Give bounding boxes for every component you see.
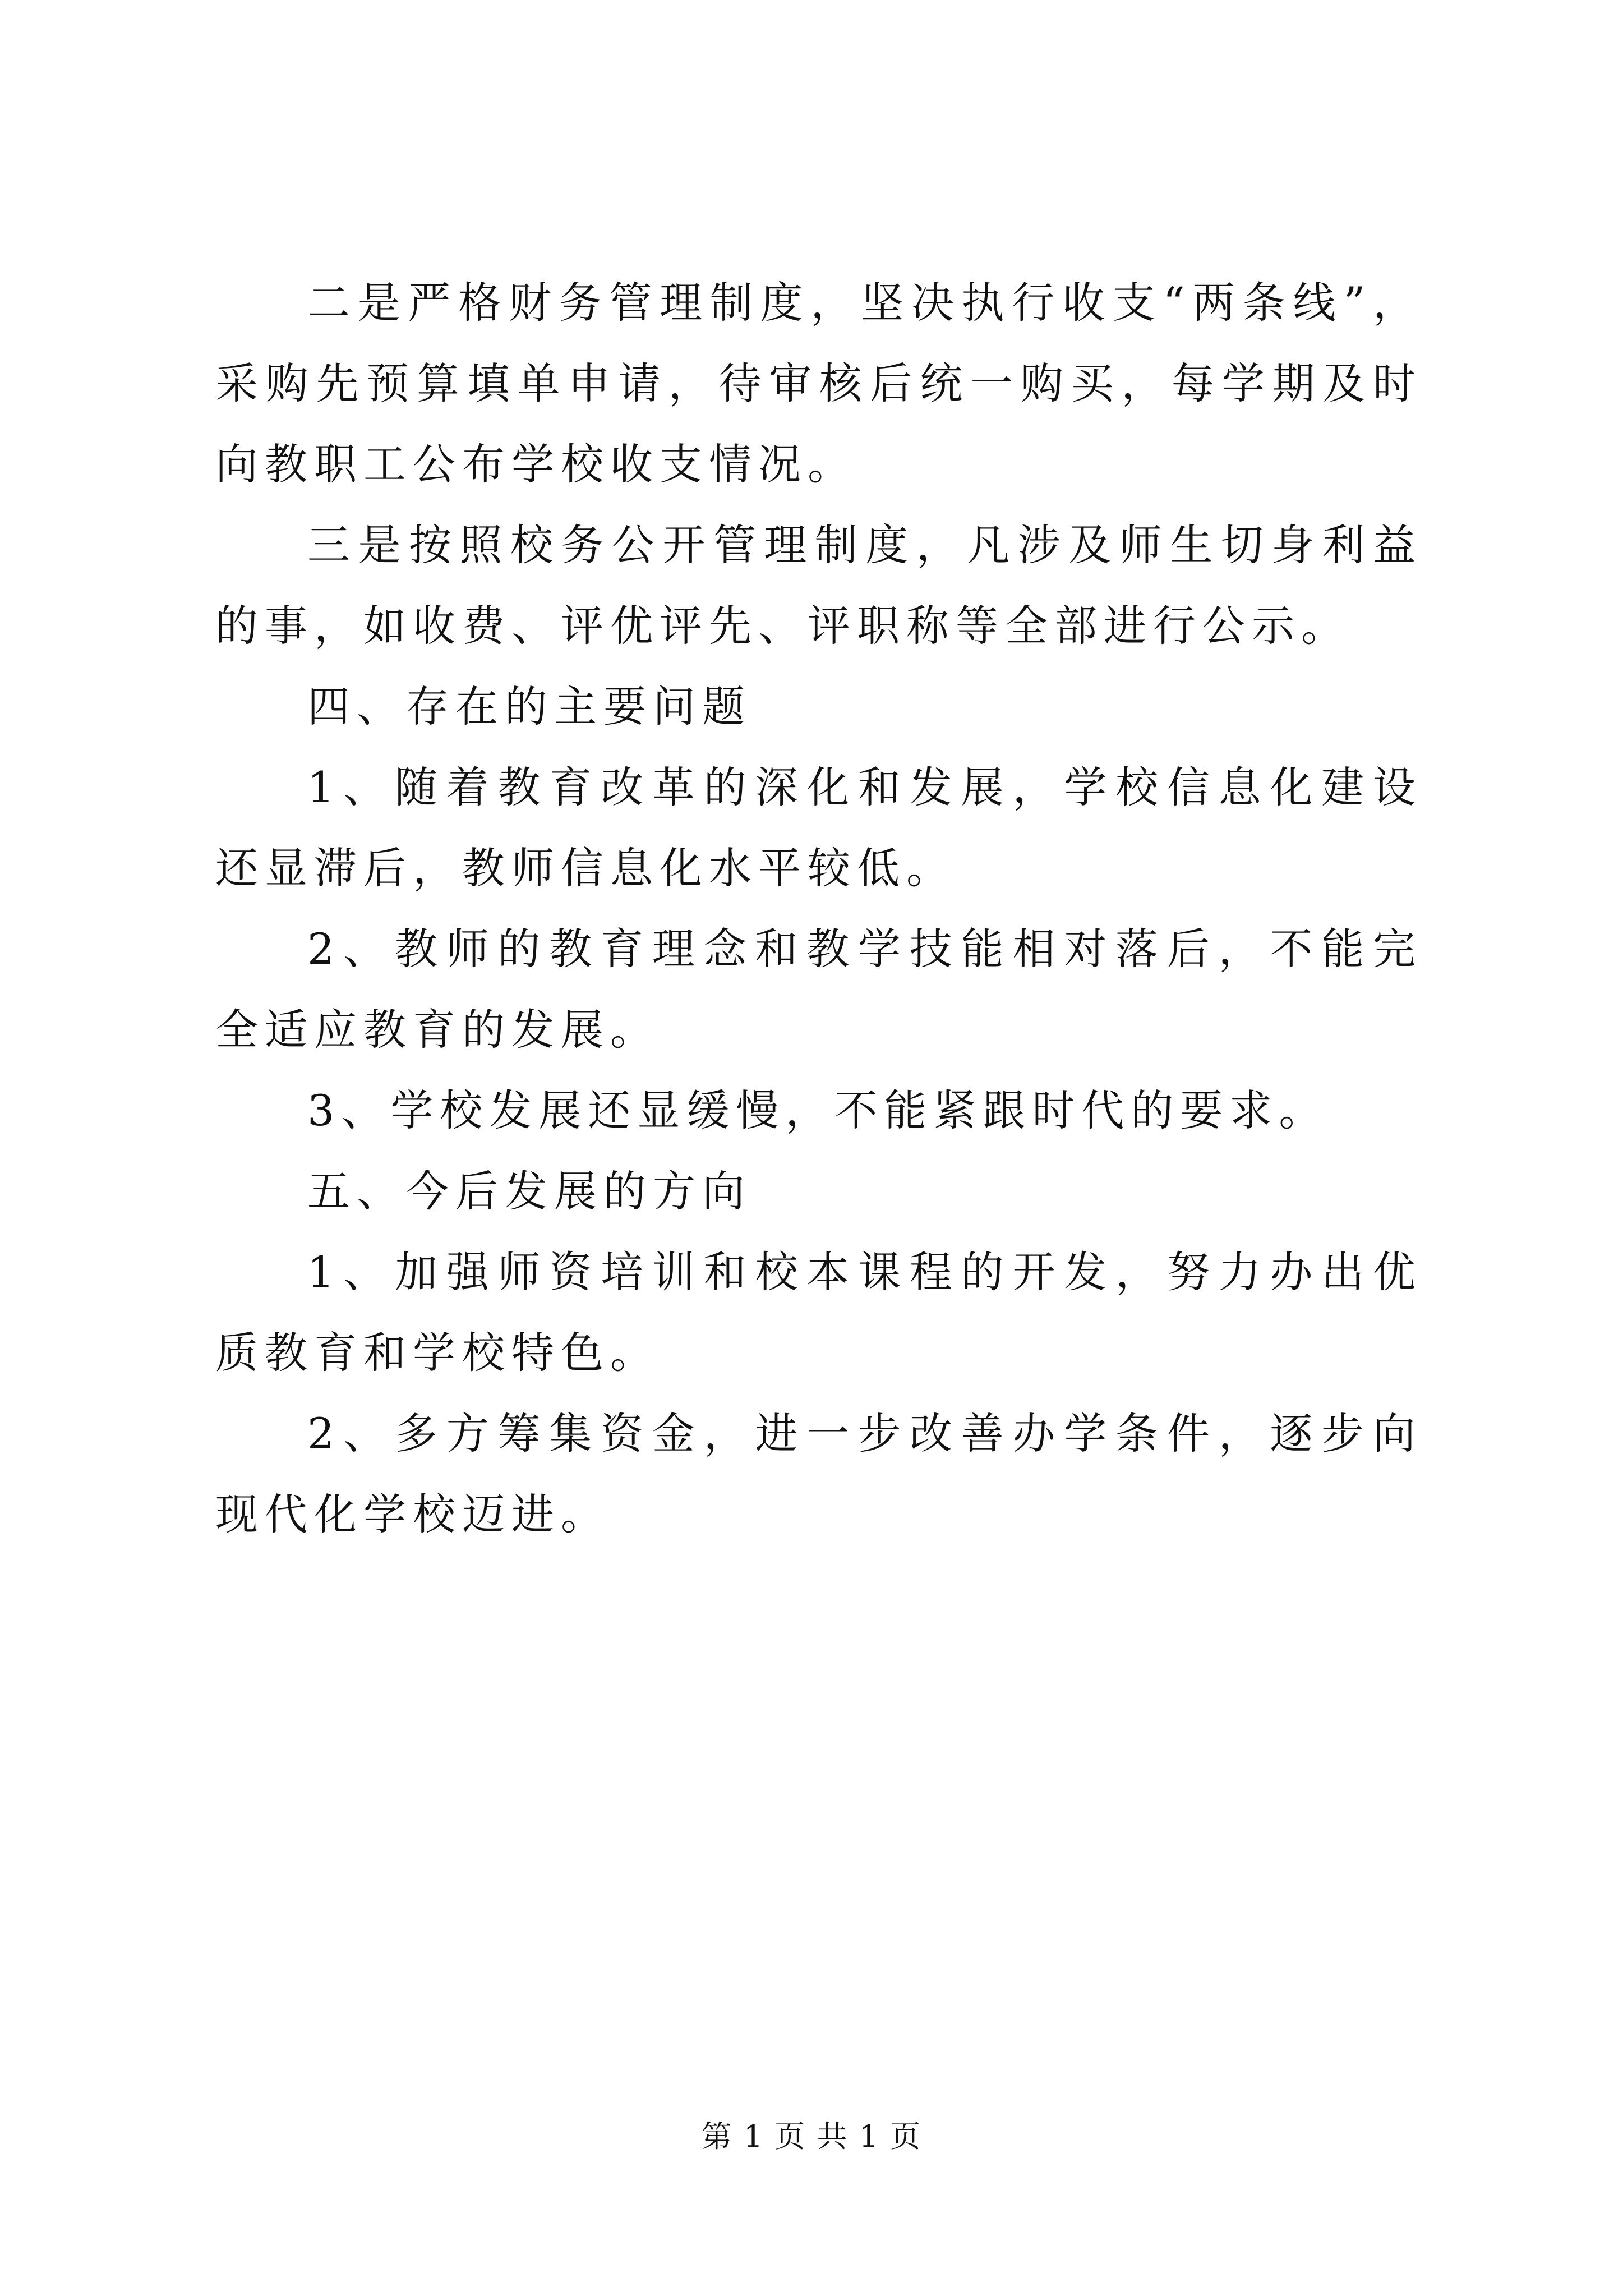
page-number-label: 第 1 页 共 1 页 [701,2119,922,2154]
page-footer [0,2117,1623,2156]
document-body [215,263,1422,1555]
paragraph-problem-1: 1、随着教育改革的深化和发展，学校信息化建设还显滞后，教师信息化水平较低。 [215,762,1422,893]
paragraph-direction-1: 1、加强师资培训和校本课程的开发，努力办出优质教育和学校特色。 [215,1247,1422,1378]
paragraph-problem-2: 2、教师的教育理念和教学技能相对落后，不能完全适应教育的发展。 [215,924,1422,1055]
paragraph-finance-management: 二是严格财务管理制度，坚决执行收支“两条线”，采购先预算填单申请，待审核后统一购买，每学期及时向教职工公布学校收支情况。 [215,278,1422,489]
paragraph-school-affairs-disclosure: 三是按照校务公开管理制度，凡涉及师生切身利益的事，如收费、评优评先、评职称等全部进行公示。 [215,520,1422,651]
heading-main-problems: 四、存在的主要问题 [307,682,751,731]
paragraph-direction-2: 2、多方筹集资金，进一步改善办学条件，逐步向现代化学校迈进。 [215,1409,1422,1539]
heading-future-direction: 五、今后发展的方向 [307,1166,751,1216]
paragraph-problem-3: 3、学校发展还显缓慢，不能紧跟时代的要求。 [307,1085,1329,1135]
